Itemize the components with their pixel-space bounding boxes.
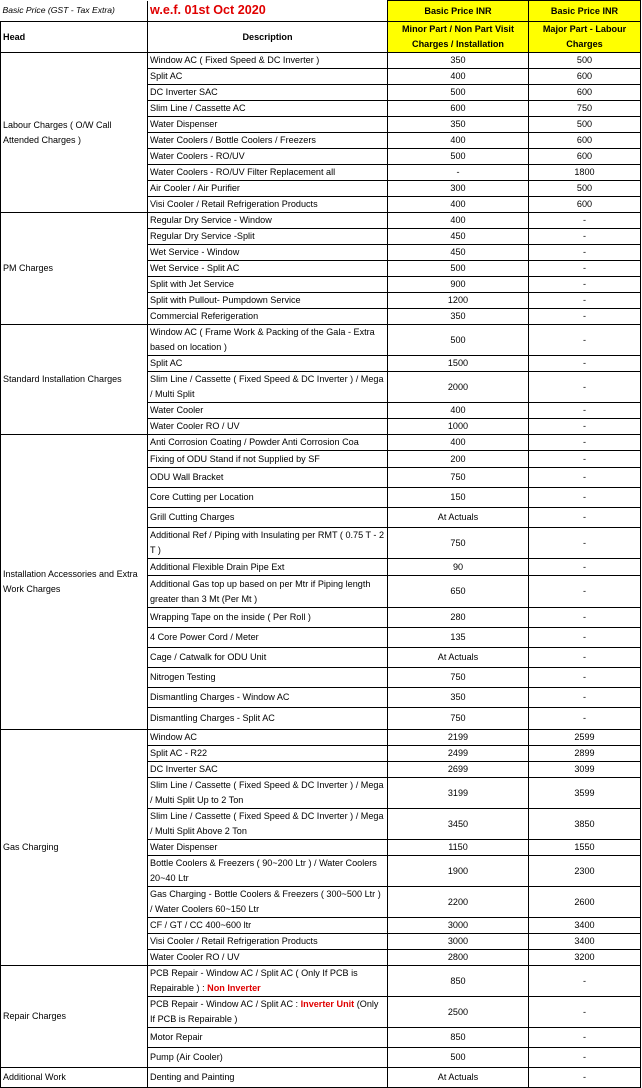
description-text: Window AC [150,732,198,742]
minor-price-cell: 1500 [388,356,529,372]
description-text: Bottle Coolers & Freezers ( 90~200 Ltr ) / Water Coolers 20~40 Ltr [150,858,377,883]
minor-price-cell: 1900 [388,856,529,887]
minor-price-cell: 300 [388,181,529,197]
major-price-cell: - [529,356,641,372]
description-text: Regular Dry Service -Split [150,231,255,241]
description-cell [148,762,388,778]
description-text: Water Coolers - RO/UV [150,151,245,161]
major-price-cell: 2300 [529,856,641,887]
minor-price-cell: 135 [388,628,529,648]
description-cell [148,468,388,488]
description-cell [148,53,388,69]
description-text: Split AC - R22 [150,748,208,758]
major-price-cell: 600 [529,133,641,149]
description-cell [148,1048,388,1068]
minor-price-cell: 350 [388,53,529,69]
description-cell [148,435,388,451]
description-text: Window AC ( Frame Work & Packing of the Gala - Extra based on location ) [150,327,375,352]
description-text: Water Cooler RO / UV [150,421,240,431]
minor-price-cell: 850 [388,966,529,997]
description-cell [148,419,388,435]
major-price-cell: - [529,488,641,508]
major-price-cell: 3599 [529,778,641,809]
description-text: Air Cooler / Air Purifier [150,183,240,193]
major-price-cell: - [529,325,641,356]
description-cell [148,133,388,149]
description-cell [148,966,388,997]
minor-price-cell: 350 [388,117,529,133]
description-text: DC Inverter SAC [150,764,218,774]
major-price-cell: - [529,1048,641,1068]
major-price-cell: - [529,576,641,608]
description-text: Split with Jet Service [150,279,234,289]
section-head: PM Charges [1,213,148,325]
major-price-cell: - [529,229,641,245]
minor-price-cell: 200 [388,451,529,468]
major-price-cell: - [529,628,641,648]
description-cell [148,608,388,628]
major-price-cell: 3200 [529,950,641,966]
minor-price-cell: At Actuals [388,648,529,668]
description-cell [148,668,388,688]
description-text: Window AC ( Fixed Speed & DC Inverter ) [150,55,320,65]
description-cell [148,648,388,668]
description-cell [148,856,388,887]
description-text: Grill Cutting Charges [150,512,235,522]
description-text: Split AC [150,358,183,368]
minor-price-cell: 3199 [388,778,529,809]
minor-price-cell: 350 [388,688,529,708]
description-text: (Only If PCB is Repairable ) [150,999,379,1024]
description-cell [148,356,388,372]
major-price-cell: 1800 [529,165,641,181]
minor-price-cell: 650 [388,576,529,608]
major-price-cell: - [529,213,641,229]
description-text: Slim Line / Cassette ( Fixed Speed & DC Inverter ) / Mega / Multi Split Up to 2 Ton [150,780,384,805]
major-price-cell: - [529,468,641,488]
minor-price-cell: 2800 [388,950,529,966]
description-cell [148,746,388,762]
description-cell [148,628,388,648]
description-cell [148,730,388,746]
description-cell [148,293,388,309]
description-cell [148,197,388,213]
minor-price-cell: 500 [388,325,529,356]
major-price-cell: - [529,559,641,576]
description-text: Dismantling Charges - Split AC [150,713,275,723]
description-text: Core Cutting per Location [150,492,254,502]
minor-price-cell: 1000 [388,419,529,435]
description-text: Additional Ref / Piping with Insulating per RMT ( 0.75 T - 2 T ) [150,530,385,555]
description-text: DC Inverter SAC [150,87,218,97]
major-price-cell: 1550 [529,840,641,856]
major-price-cell: - [529,1028,641,1048]
major-price-cell: 2599 [529,730,641,746]
description-text: Cage / Catwalk for ODU Unit [150,652,267,662]
description-cell [148,997,388,1028]
description-text: Dismantling Charges - Window AC [150,692,290,702]
description-text: Fixing of ODU Stand if not Supplied by SF [150,453,320,464]
minor-price-cell: 500 [388,85,529,101]
minor-price-cell: 90 [388,559,529,576]
table-row [1,730,641,746]
minor-price-cell: 400 [388,435,529,451]
section-head: Gas Charging [1,730,148,966]
description-text: Split with Pullout- Pumpdown Service [150,295,301,305]
description-cell [148,85,388,101]
minor-price-cell: 500 [388,1048,529,1068]
major-price-cell: 3400 [529,934,641,950]
minor-price-cell: 450 [388,229,529,245]
major-price-cell: - [529,648,641,668]
major-price-cell: - [529,372,641,403]
minor-price-cell: 2000 [388,372,529,403]
minor-price-cell: 850 [388,1028,529,1048]
description-cell [148,69,388,85]
description-text: Split AC [150,71,183,81]
major-price-cell: - [529,293,641,309]
description-cell [148,576,388,608]
description-cell [148,708,388,730]
major-price-cell: 2899 [529,746,641,762]
description-cell [148,950,388,966]
description-cell [148,1068,388,1088]
description-text: ODU Wall Bracket [150,472,224,482]
description-cell [148,101,388,117]
minor-price-cell: 280 [388,608,529,628]
minor-price-cell: 400 [388,69,529,85]
description-text: Nitrogen Testing [150,672,216,682]
table-row [1,325,641,356]
unit-type-note: Non Inverter [207,983,261,993]
description-cell [148,213,388,229]
major-price-cell: - [529,403,641,419]
description-cell [148,181,388,197]
description-text: Regular Dry Service - Window [150,215,272,225]
table-row [1,53,641,69]
major-part-column-header: Major Part - Labour Charges [529,22,641,53]
minor-price-cell: 750 [388,468,529,488]
description-cell [148,149,388,165]
effective-date: w.e.f. 01st Oct 2020 [148,1,388,22]
section-head: Labour Charges ( O/W Call Attended Charges ) [1,53,148,213]
major-price-cell: 500 [529,53,641,69]
description-text: Water Cooler RO / UV [150,952,240,962]
table-row [1,435,641,451]
section-head: Additional Work [1,1068,148,1088]
description-cell [148,934,388,950]
section-head: Standard Installation Charges [1,325,148,435]
minor-price-cell: 150 [388,488,529,508]
major-price-cell: - [529,1068,641,1088]
major-price-cell: - [529,528,641,559]
table-row [1,213,641,229]
description-cell [148,488,388,508]
minor-price-cell: 750 [388,708,529,730]
minor-price-cell: 350 [388,309,529,325]
minor-price-cell: 400 [388,133,529,149]
description-text: Slim Line / Cassette ( Fixed Speed & DC Inverter ) / Mega / Multi Split Above 2 Ton [150,811,384,836]
description-text: Wet Service - Split AC [150,263,240,273]
minor-price-cell: - [388,165,529,181]
major-price-cell: 500 [529,181,641,197]
description-cell [148,277,388,293]
description-text: Slim Line / Cassette AC [150,103,246,113]
description-text: Denting and Painting [150,1072,235,1082]
description-text: Water Coolers - RO/UV Filter Replacement all [150,167,336,177]
description-cell [148,325,388,356]
unit-type-note: Inverter Unit [300,999,355,1009]
major-price-cell: - [529,688,641,708]
table-row [1,1068,641,1088]
minor-price-cell: 2500 [388,997,529,1028]
minor-price-cell: 750 [388,528,529,559]
major-price-cell: - [529,245,641,261]
description-cell [148,559,388,576]
major-price-cell: 3850 [529,809,641,840]
description-cell [148,778,388,809]
basic-price-header: Basic Price INR [388,1,529,22]
basic-price-header: Basic Price INR [529,1,641,22]
description-text: Wrapping Tape on the inside ( Per Roll ) [150,612,311,622]
description-text: 4 Core Power Cord / Meter [150,632,259,642]
major-price-cell: 600 [529,197,641,213]
description-cell [148,918,388,934]
description-cell [148,809,388,840]
description-text: Water Cooler [150,405,204,415]
minor-price-cell: 400 [388,197,529,213]
description-text: Water Dispenser [150,119,218,129]
major-price-cell: - [529,997,641,1028]
minor-price-cell: 1150 [388,840,529,856]
major-price-cell: 600 [529,69,641,85]
description-text: CF / GT / CC 400~600 ltr [150,920,252,930]
minor-price-cell: 450 [388,245,529,261]
major-price-cell: 3099 [529,762,641,778]
minor-price-cell: 900 [388,277,529,293]
minor-price-cell: 400 [388,213,529,229]
table-row [1,966,641,997]
minor-price-cell: 3000 [388,918,529,934]
major-price-cell: 600 [529,149,641,165]
major-price-cell: - [529,708,641,730]
minor-part-column-header: Minor Part / Non Part Visit Charges / Installation [388,22,529,53]
major-price-cell: - [529,419,641,435]
minor-price-cell: 2699 [388,762,529,778]
major-price-cell: - [529,435,641,451]
top-row [1,1,641,22]
description-text: Anti Corrosion Coating / Powder Anti Corrosion Coa [150,437,359,447]
description-text: Slim Line / Cassette ( Fixed Speed & DC Inverter ) / Mega / Multi Split [150,374,384,399]
minor-price-cell: 400 [388,403,529,419]
description-cell [148,372,388,403]
major-price-cell: - [529,277,641,293]
minor-price-cell: 500 [388,261,529,277]
minor-price-cell: 2499 [388,746,529,762]
minor-price-cell: At Actuals [388,1068,529,1088]
major-price-cell: - [529,451,641,468]
section-head: Repair Charges [1,966,148,1068]
column-header-row [1,22,641,53]
description-text: Additional Gas top up based on per Mtr if Piping length greater than 3 Mt (Per Mt ) [150,578,371,604]
major-price-cell: - [529,261,641,277]
description-text: Pump (Air Cooler) [150,1052,223,1062]
description-text: PCB Repair - Window AC / Split AC ( Only If PCB is Repairable ) : [150,968,358,993]
description-cell [148,229,388,245]
major-price-cell: 2600 [529,887,641,918]
description-cell [148,451,388,468]
major-price-cell: 500 [529,117,641,133]
description-text: Water Coolers / Bottle Coolers / Freezers [150,135,316,145]
description-cell [148,840,388,856]
major-price-cell: 750 [529,101,641,117]
minor-price-cell: 2199 [388,730,529,746]
price-caption: Basic Price (GST - Tax Extra) [1,1,148,22]
major-price-cell: - [529,668,641,688]
description-cell [148,887,388,918]
description-cell [148,117,388,133]
description-cell [148,403,388,419]
minor-price-cell: 1200 [388,293,529,309]
description-cell [148,245,388,261]
minor-price-cell: 750 [388,668,529,688]
description-text: Gas Charging - Bottle Coolers & Freezers ( 300~500 Ltr ) / Water Coolers 60~150 Ltr [150,889,381,914]
description-text: Additional Flexible Drain Pipe Ext [150,561,285,572]
description-cell [148,528,388,559]
description-cell [148,688,388,708]
description-text: Commercial Referigeration [150,311,259,321]
major-price-cell: - [529,309,641,325]
minor-price-cell: 600 [388,101,529,117]
description-text: Wet Service - Window [150,247,240,257]
minor-price-cell: 2200 [388,887,529,918]
head-column-header: Head [1,22,148,53]
section-head: Installation Accessories and Extra Work Charges [1,435,148,730]
description-text: Motor Repair [150,1032,203,1042]
description-text: PCB Repair - Window AC / Split AC : [150,999,301,1009]
major-price-cell: 600 [529,85,641,101]
description-text: Visi Cooler / Retail Refrigeration Products [150,936,318,946]
description-cell [148,1028,388,1048]
description-column-header: Description [148,22,388,53]
minor-price-cell: 3450 [388,809,529,840]
major-price-cell: 3400 [529,918,641,934]
description-cell [148,309,388,325]
minor-price-cell: 3000 [388,934,529,950]
major-price-cell: - [529,508,641,528]
minor-price-cell: 500 [388,149,529,165]
description-text: Visi Cooler / Retail Refrigeration Products [150,199,318,209]
minor-price-cell: At Actuals [388,508,529,528]
description-cell [148,508,388,528]
major-price-cell: - [529,966,641,997]
description-cell [148,165,388,181]
major-price-cell: - [529,608,641,628]
description-text: Water Dispenser [150,842,218,852]
description-cell [148,261,388,277]
